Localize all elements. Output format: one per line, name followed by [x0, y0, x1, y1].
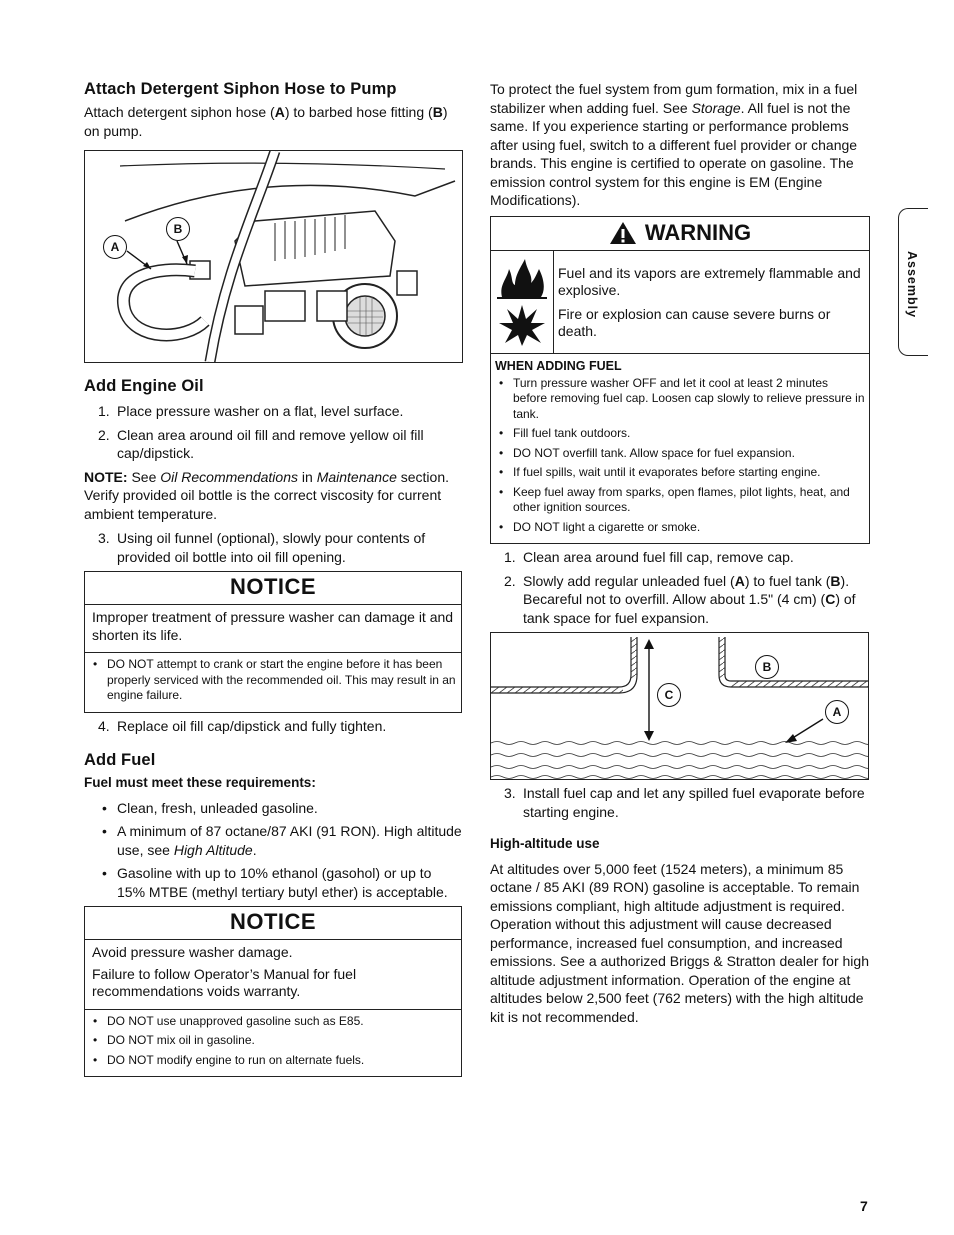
siphon-text: Attach detergent siphon hose (A) to barbed hose fitting (B) on pump. — [84, 104, 448, 139]
callout-a: A — [825, 700, 849, 724]
fuel-notice-bullet: • DO NOT mix oil in gasoline. — [93, 1033, 255, 1047]
fuel-requirements — [84, 799, 462, 902]
fuel-notice-bullet: • DO NOT use unapproved gasoline such as E85. — [93, 1013, 364, 1028]
oil-notice-bullet: • DO NOT attempt to crank or start the engine before it has been properly serviced with the recommended oil. This may result in an engine failure. — [93, 657, 456, 702]
pump-drawing — [85, 151, 462, 362]
warning-bullet: • If fuel spills, wait until it evaporates before starting engine. — [499, 465, 821, 479]
fuel-notice-list — [85, 1010, 461, 1077]
oil-note: NOTE: See Oil Recommendations in Maintenance section. Verify provided oil bottle is the correct viscosity for current ambient temperature. — [84, 468, 449, 522]
callout-c: C — [657, 683, 681, 707]
fuel-notice-box — [84, 906, 462, 1077]
callout-a: A — [103, 235, 127, 259]
warning-hazard-text: Fuel and its vapors are extremely flammable and explosive. Fire or explosion can cause severe burns or death. — [558, 264, 861, 339]
oil-notice-body: Improper treatment of pressure washer can damage it and shorten its life. — [85, 605, 461, 653]
high-altitude-text: At altitudes over 5,000 feet (1524 meters), a minimum 85 octane / 85 AKI (89 RON) gasoline is acceptable. To remain emissions compliant, high altitude adjustment is required. Operation without this adjustment will cause decreased performance, increased fuel consumption, and increased emissions. See a authorized Briggs & Stratton dealer for high altitude adjustment information. Operation of the engine at altitudes below 2,500 feet (762 meters) with the high altitude kit is not recommended. — [490, 860, 869, 1025]
warning-bullet: • DO NOT light a cigarette or smoke. — [499, 519, 701, 534]
fuel-notice-title: NOTICE — [85, 907, 461, 940]
oil-notice-list — [85, 653, 461, 712]
oil-notice-title: NOTICE — [85, 572, 461, 605]
maintenance-ref[interactable]: Maintenance — [316, 468, 397, 485]
fuel-intro: To protect the fuel system from gum formation, mix in a fuel stabilizer when adding fuel. See Storage. All fuel is not the same. If you experience starting or performance problems after using fuel, switch to a different fuel provider or change brands. This engine is certified to operate on gasoline. The emission control system for this engine is EM (Engine Modifications). — [490, 81, 858, 208]
oil-heading: Add Engine Oil — [84, 377, 204, 395]
fuel-requirements-heading: Fuel must meet these requirements: — [84, 775, 316, 790]
oil-step-3: 3. Using oil funnel (optional), slowly pour contents of provided oil bottle into oil fill opening. — [98, 530, 426, 565]
warning-box — [490, 216, 870, 545]
oil-step-4-list — [84, 717, 462, 736]
pump-illustration — [84, 150, 463, 363]
oil-step-3-list — [84, 529, 462, 566]
oil-notice-box — [84, 571, 462, 713]
oil-step-4: 4. Replace oil fill cap/dipstick and fully tighten. — [98, 717, 387, 734]
section-tab-label: Assembly — [905, 251, 919, 319]
callout-b: B — [166, 217, 190, 241]
fuel-notice-body: Avoid pressure washer damage. Failure to follow Operator’s Manual for fuel recommendations voids warranty. — [85, 940, 461, 1010]
section-tab[interactable] — [898, 208, 928, 356]
high-altitude-ref[interactable]: High Altitude — [173, 841, 253, 858]
fuel-tank-drawing — [491, 633, 868, 779]
fuel-steps — [490, 548, 870, 627]
hazard-icons — [491, 251, 554, 353]
warning-list — [491, 376, 869, 544]
fuel-step-1: 1. Clean area around fuel fill cap, remove cap. — [504, 549, 794, 565]
page-number: 7 — [860, 1198, 868, 1214]
oil-recommendations-ref[interactable]: Oil Recommendations — [160, 468, 298, 485]
fuel-step-3-list — [490, 784, 870, 821]
warning-bullet: • Fill fuel tank outdoors. — [499, 426, 631, 440]
left-column — [84, 80, 462, 1077]
oil-steps — [84, 402, 462, 463]
explosion-icon — [497, 303, 547, 347]
fuel-heading: Add Fuel — [84, 751, 156, 769]
siphon-heading: Attach Detergent Siphon Hose to Pump — [84, 80, 397, 98]
warning-triangle-icon — [609, 221, 637, 245]
oil-step-2: 2. Clean area around oil fill and remove yellow oil fill cap/dipstick. — [98, 426, 424, 461]
warning-bullet: • DO NOT overfill tank. Allow space for fuel expansion. — [499, 445, 795, 460]
warning-bullet: • Keep fuel away from sparks, open flames, pilot lights, heat, and other ignition sources. — [499, 484, 850, 514]
high-altitude-heading: High-altitude use — [490, 836, 600, 851]
fuel-tank-illustration — [490, 632, 869, 780]
right-column — [490, 80, 870, 1026]
fire-icon — [497, 257, 547, 299]
oil-step-1: 1. Place pressure washer on a flat, level surface. — [98, 403, 404, 419]
warning-header — [491, 217, 869, 251]
fuel-req-1: • Clean, fresh, unleaded gasoline. — [102, 799, 318, 816]
fuel-step-2: 2. Slowly add regular unleaded fuel (A) to fuel tank (B). Becareful not to overfill. Allow about 1.5" (4 cm) (C) of tank space for fuel expansion. — [504, 572, 856, 626]
warning-bullet: • Turn pressure washer OFF and let it cool at least 2 minutes before removing fuel cap. Loosen cap slowly to relieve pressure in tank. — [499, 375, 865, 421]
callout-b: B — [755, 655, 779, 679]
storage-ref[interactable]: Storage — [691, 99, 741, 116]
warning-hazard-row — [491, 251, 869, 354]
fuel-step-3: 3. Install fuel cap and let any spilled fuel evaporate before starting engine. — [504, 785, 865, 820]
warning-subheading: WHEN ADDING FUEL — [495, 358, 622, 373]
fuel-req-2: • A minimum of 87 octane/87 AKI (91 RON). High altitude use, see High Altitude. — [102, 823, 462, 858]
fuel-notice-bullet: • DO NOT modify engine to run on alternate fuels. — [93, 1052, 365, 1067]
warning-title: WARNING — [644, 219, 752, 245]
fuel-req-3: • Gasoline with up to 10% ethanol (gasohol) or up to 15% MTBE (methyl tertiary butyl ether) is acceptable. — [102, 865, 448, 900]
